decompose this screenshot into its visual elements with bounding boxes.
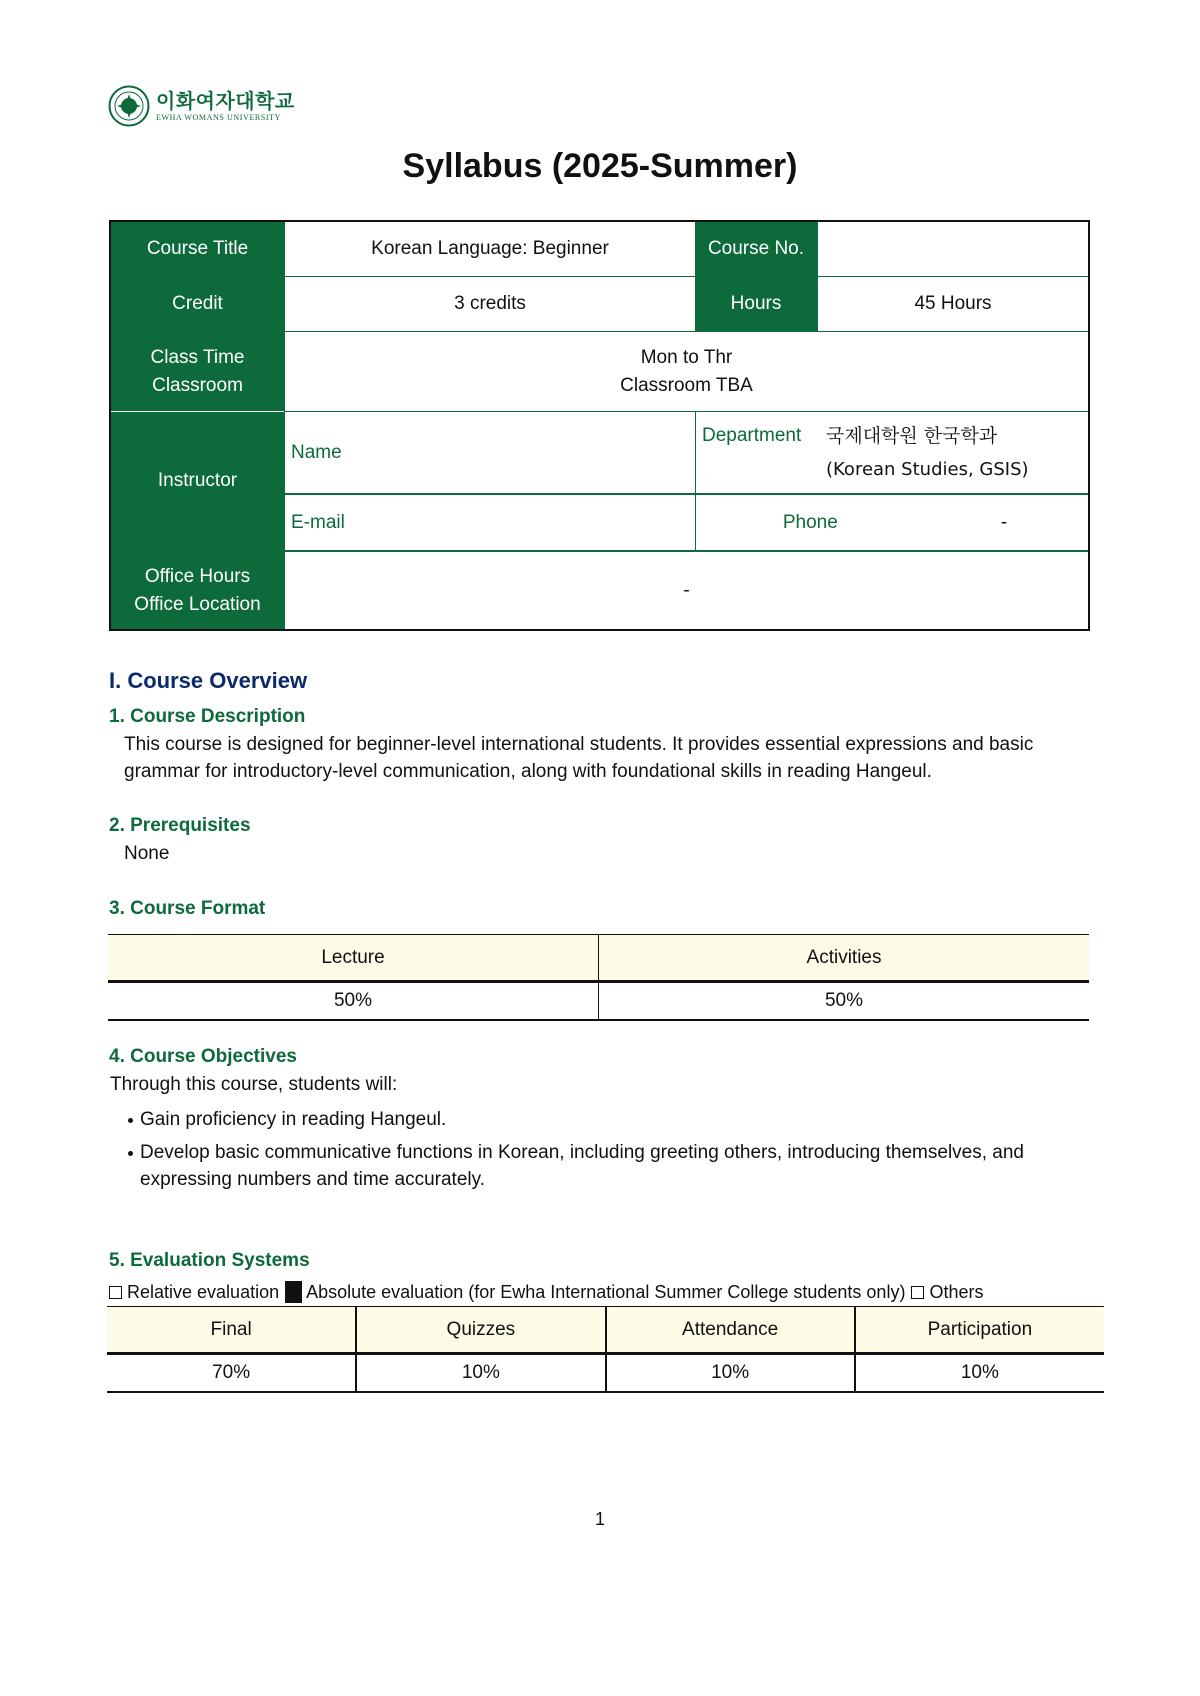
eval-header-participation: Participation [855,1307,1104,1354]
evaluation-table [107,1306,1104,1393]
eval-value-participation: 10% [855,1354,1104,1393]
absolute-evaluation-option: Absolute evaluation (for Ewha International Summer College students only) [285,1281,905,1303]
course-title-label: Course Title [111,222,284,276]
grid-line [111,331,1088,332]
objective-item: Gain proficiency in reading Hangeul. [128,1106,1108,1133]
class-time-label: Class Time Classroom [111,332,284,411]
grid-line [284,493,1088,495]
checkbox-empty-icon [911,1286,924,1299]
phone-field [696,495,1088,550]
department-english: (Korean Studies, GSIS) [826,459,1029,480]
logo-korean-name: 이화여자대학교 [156,88,295,113]
logo-english-name: EWHA WOMANS UNIVERSITY [156,112,282,122]
course-description-heading: 1. Course Description [109,706,306,727]
instructor-label: Instructor [111,412,284,550]
email-field [285,495,695,550]
class-time-value: Mon to Thr Classroom TBA [285,332,1088,411]
department-korean: 국제대학원 한국학과 [826,425,998,447]
office-hours-value: - [285,552,1088,629]
course-no-label: Course No. [695,222,817,276]
eval-value-attendance: 10% [606,1354,855,1393]
hours-value: 45 Hours [818,277,1088,331]
email-label: E-mail [291,511,345,533]
course-format-heading: 3. Course Format [109,898,266,919]
grid-line [817,222,818,332]
university-logo [108,84,295,128]
grid-line [695,222,696,332]
eval-header-final: Final [107,1307,356,1354]
credit-value: 3 credits [285,277,695,331]
format-header-activities: Activities [599,935,1090,982]
phone-value: - [1000,511,1008,533]
eval-value-quizzes: 10% [356,1354,605,1393]
hours-label: Hours [695,277,817,331]
eval-value-final: 70% [107,1354,356,1393]
grid-line [695,412,696,550]
course-no-value [818,222,1088,276]
others-evaluation-option: Others [911,1282,983,1303]
name-label: Name [291,441,342,463]
department-field [696,412,1088,493]
document-title: Syllabus (2025-Summer) [402,147,798,185]
course-format-table [108,934,1089,1021]
objectives-intro: Through this course, students will: [110,1074,398,1095]
objective-item: Develop basic communicative functions in Korean, including greeting others, introducing themselves, and expressing numbers and time accurately. [128,1139,1108,1193]
checkbox-empty-icon [109,1286,122,1299]
format-value-activities: 50% [599,982,1090,1021]
phone-label: Phone [782,511,838,533]
eval-header-quizzes: Quizzes [356,1307,605,1354]
checkbox-filled-icon [285,1281,302,1303]
evaluation-heading: 5. Evaluation Systems [109,1250,310,1271]
department-label: Department [702,425,802,446]
credit-label: Credit [111,277,284,331]
prerequisites-heading: 2. Prerequisites [109,815,251,836]
name-field [285,412,695,493]
page-number: 1 [594,1509,605,1529]
grid-line [111,276,1088,277]
course-description-text: This course is designed for beginner-level international students. It provides essential expressions and basic grammar for introductory-level communication, along with foundational skills in reading Hangeul. [124,734,1034,782]
eval-header-attendance: Attendance [606,1307,855,1354]
prerequisites-text: None [124,843,170,864]
format-header-lecture: Lecture [108,935,599,982]
grid-line [284,222,285,629]
course-objectives-heading: 4. Course Objectives [109,1046,297,1067]
course-title-value: Korean Language: Beginner [285,222,695,276]
evaluation-options [109,1281,989,1303]
course-info-table [109,220,1090,631]
university-seal-icon [108,85,150,127]
objectives-list [128,1106,1108,1199]
relative-evaluation-option: Relative evaluation [109,1282,279,1303]
grid-line [284,411,1088,412]
format-value-lecture: 50% [108,982,599,1021]
grid-line [111,550,1088,552]
office-hours-label: Office Hours Office Location [111,552,284,629]
course-overview-heading: I. Course Overview [109,668,308,693]
